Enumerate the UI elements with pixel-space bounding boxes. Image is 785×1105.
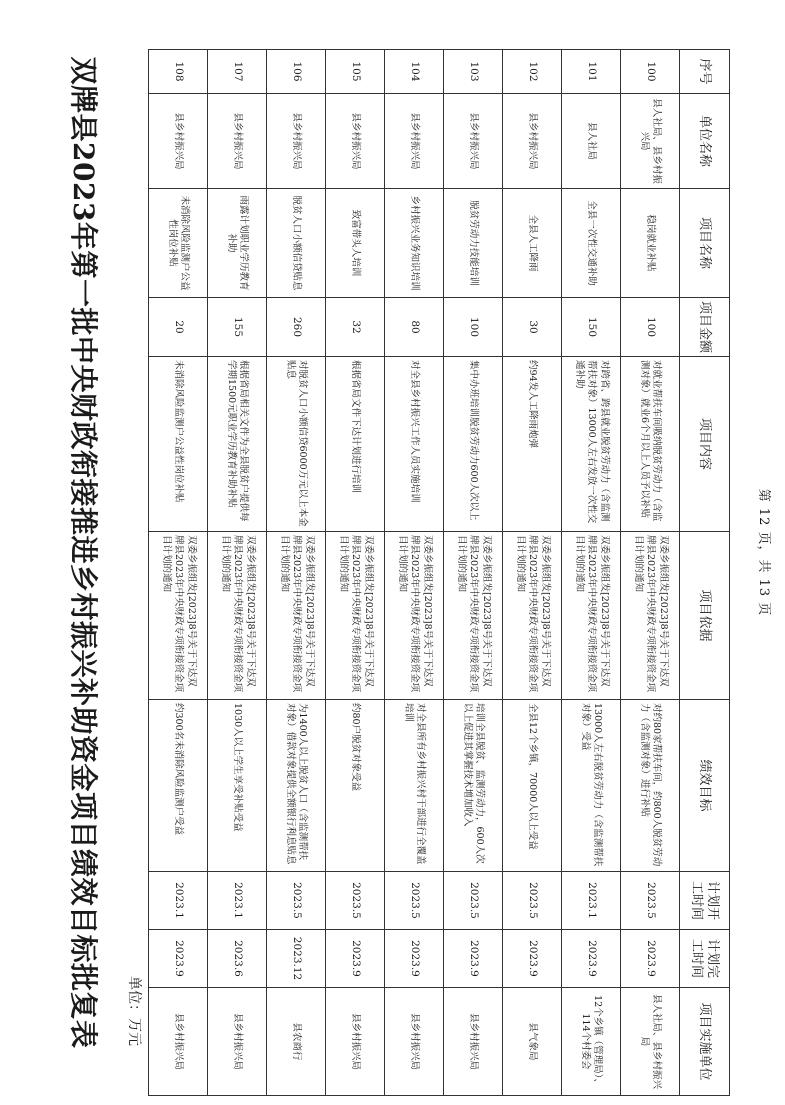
cell-seq: 106 (267, 50, 326, 94)
page-number-footer: 第 12 页，共 13 页 (756, 488, 771, 617)
cell-amount: 100 (444, 298, 503, 357)
header-unit-name: 单位名称 (680, 94, 730, 189)
cell-unit-name: 县人社局、县乡村振兴局 (621, 94, 680, 189)
cell-amount: 100 (621, 298, 680, 357)
cell-project-name: 雨露计划职业学历教育补助 (208, 189, 267, 298)
cell-implementer: 县气象局 (503, 988, 562, 1096)
cell-seq: 105 (326, 50, 385, 94)
table-row (385, 50, 444, 1096)
cell-seq: 101 (562, 50, 621, 94)
cell-target: 为1400人以上脱贫人口（含监测帮扶对象）借款对象提供全额银行利息贴息 (267, 700, 326, 872)
cell-start: 2023.5 (267, 872, 326, 930)
cell-project-name: 脱贫人口小额信贷贴息 (267, 189, 326, 298)
cell-start: 2023.5 (503, 872, 562, 930)
cell-amount: 80 (385, 298, 444, 357)
cell-project-name: 脱贫劳动力技能培训 (444, 189, 503, 298)
cell-end: 2023.9 (621, 930, 680, 988)
cell-implementer: 县乡村振兴局 (208, 988, 267, 1096)
header-end: 计划完工时间 (680, 930, 730, 988)
table-row (326, 50, 385, 1096)
cell-target: 1030人以上学生享受补贴受益 (208, 700, 267, 872)
cell-basis: 双委乡振组发[2023]8号关于下达双牌县2023年中央财政专项衔接资金项目计划的通知 (621, 532, 680, 700)
cell-project-name: 全县人工降雨 (503, 189, 562, 298)
performance-target-table (148, 49, 730, 1096)
cell-project-name: 乡村振兴业务知识培训 (385, 189, 444, 298)
header-seq: 序号 (680, 50, 730, 94)
table-row (621, 50, 680, 1096)
cell-target: 对全县所有乡村振兴村干部进行全覆盖培训 (385, 700, 444, 872)
cell-content: 对脱贫人口小额信贷6000万元以上本金贴息 (267, 357, 326, 532)
cell-project-name: 致富带头人培训 (326, 189, 385, 298)
cell-amount: 260 (267, 298, 326, 357)
cell-unit-name: 县人社局 (562, 94, 621, 189)
cell-start: 2023.1 (149, 872, 208, 930)
cell-basis: 双委乡振组发[2023]8号关于下达双牌县2023年中央财政专项衔接资金项目计划的通知 (149, 532, 208, 700)
table-row (149, 50, 208, 1096)
cell-content: 对跨省、跨县就业脱贫劳动力（含监测帮扶对象）13000人左右发放一次性交通补助 (562, 357, 621, 532)
cell-seq: 108 (149, 50, 208, 94)
table-row (208, 50, 267, 1096)
cell-basis: 双委乡振组发[2023]8号关于下达双牌县2023年中央财政专项衔接资金项目计划的通知 (503, 532, 562, 700)
cell-basis: 双委乡振组发[2023]8号关于下达双牌县2023年中央财政专项衔接资金项目计划的通知 (444, 532, 503, 700)
cell-amount: 155 (208, 298, 267, 357)
cell-implementer: 县农商行 (267, 988, 326, 1096)
cell-seq: 103 (444, 50, 503, 94)
table-row (267, 50, 326, 1096)
cell-unit-name: 县乡村振兴局 (267, 94, 326, 189)
header-target: 绩效目标 (680, 700, 730, 872)
cell-target: 约80户脱贫对象受益 (326, 700, 385, 872)
cell-basis: 双委乡振组发[2023]8号关于下达双牌县2023年中央财政专项衔接资金项目计划的通知 (326, 532, 385, 700)
cell-end: 2023.9 (149, 930, 208, 988)
cell-project-name: 稳岗就业补贴 (621, 189, 680, 298)
cell-unit-name: 县乡村振兴局 (503, 94, 562, 189)
cell-project-name: 未消除风险监测户公益性岗位补贴 (149, 189, 208, 298)
cell-start: 2023.5 (326, 872, 385, 930)
cell-unit-name: 县乡村振兴局 (326, 94, 385, 189)
cell-project-name: 全县一次性交通补助 (562, 189, 621, 298)
table-row (444, 50, 503, 1096)
cell-unit-name: 县乡村振兴局 (444, 94, 503, 189)
cell-end: 2023.9 (503, 930, 562, 988)
cell-end: 2023.12 (267, 930, 326, 988)
cell-target: 约300名未消除风险监测户受益 (149, 700, 208, 872)
cell-target: 全县12个乡镇，70000人以上受益 (503, 700, 562, 872)
cell-end: 2023.9 (444, 930, 503, 988)
cell-content: 根据省局文件下达计划进行培训 (326, 357, 385, 532)
header-implementer: 项目实施单位 (680, 988, 730, 1096)
cell-implementer: 12个乡镇（管理局）、114个村委会 (562, 988, 621, 1096)
cell-basis: 双委乡振组发[2023]8号关于下达双牌县2023年中央财政专项衔接资金项目计划的通知 (562, 532, 621, 700)
cell-seq: 104 (385, 50, 444, 94)
cell-unit-name: 县乡村振兴局 (385, 94, 444, 189)
cell-target: 培训全县脱贫、监测劳动力，600人次以上促进其掌握技术增加收入 (444, 700, 503, 872)
cell-implementer: 县乡村振兴局 (444, 988, 503, 1096)
cell-basis: 双委乡振组发[2023]8号关于下达双牌县2023年中央财政专项衔接资金项目计划的通知 (208, 532, 267, 700)
header-project-name: 项目名称 (680, 189, 730, 298)
cell-content: 对就业帮扶车间吸纳脱贫劳动力（含监测对象）就业6个月以上人员予以补贴 (621, 357, 680, 532)
cell-content: 未消除风险监测户公益性岗位补贴 (149, 357, 208, 532)
cell-content: 集中办班培训脱贫劳动力600人次以上 (444, 357, 503, 532)
cell-implementer: 县乡村振兴局 (149, 988, 208, 1096)
header-content: 项目内容 (680, 357, 730, 532)
header-start: 计划开工时间 (680, 872, 730, 930)
document-title: 双牌县2023年第一批中央财政衔接推进乡村振兴补助资金项目绩效目标批复表 (67, 56, 100, 1049)
cell-start: 2023.1 (208, 872, 267, 930)
cell-end: 2023.9 (562, 930, 621, 988)
cell-start: 2023.1 (562, 872, 621, 930)
cell-target: 对约80家帮扶车间，约800人脱贫劳动力（含监测对象）进行补贴 (621, 700, 680, 872)
cell-end: 2023.9 (385, 930, 444, 988)
unit-label: 单位：万元 (126, 976, 142, 1046)
header-amount: 项目金额 (680, 298, 730, 357)
cell-content: 对全县乡村振兴工作人员实施培训 (385, 357, 444, 532)
cell-seq: 100 (621, 50, 680, 94)
table-header-row (680, 50, 730, 1096)
cell-seq: 102 (503, 50, 562, 94)
cell-unit-name: 县乡村振兴局 (208, 94, 267, 189)
cell-seq: 107 (208, 50, 267, 94)
cell-basis: 双委乡振组发[2023]8号关于下达双牌县2023年中央财政专项衔接资金项目计划的通知 (385, 532, 444, 700)
cell-unit-name: 县乡村振兴局 (149, 94, 208, 189)
cell-target: 13000人左右脱贫劳动力（含监测帮扶对象）受益 (562, 700, 621, 872)
cell-amount: 32 (326, 298, 385, 357)
table-row (503, 50, 562, 1096)
cell-content: 根据省局相关文件为全县脱贫户提供每学期1500元职业学历教育补助补贴 (208, 357, 267, 532)
cell-implementer: 县乡村振兴局 (326, 988, 385, 1096)
cell-start: 2023.5 (444, 872, 503, 930)
cell-basis: 双委乡振组发[2023]8号关于下达双牌县2023年中央财政专项衔接资金项目计划的通知 (267, 532, 326, 700)
cell-amount: 150 (562, 298, 621, 357)
cell-amount: 30 (503, 298, 562, 357)
cell-end: 2023.6 (208, 930, 267, 988)
cell-end: 2023.9 (326, 930, 385, 988)
cell-start: 2023.5 (385, 872, 444, 930)
table-row (562, 50, 621, 1096)
cell-implementer: 县人社局、县乡村振兴局 (621, 988, 680, 1096)
cell-content: 约94发人工降雨炮弹 (503, 357, 562, 532)
cell-implementer: 县乡村振兴局 (385, 988, 444, 1096)
header-basis: 项目依据 (680, 532, 730, 700)
cell-start: 2023.5 (621, 872, 680, 930)
cell-amount: 20 (149, 298, 208, 357)
